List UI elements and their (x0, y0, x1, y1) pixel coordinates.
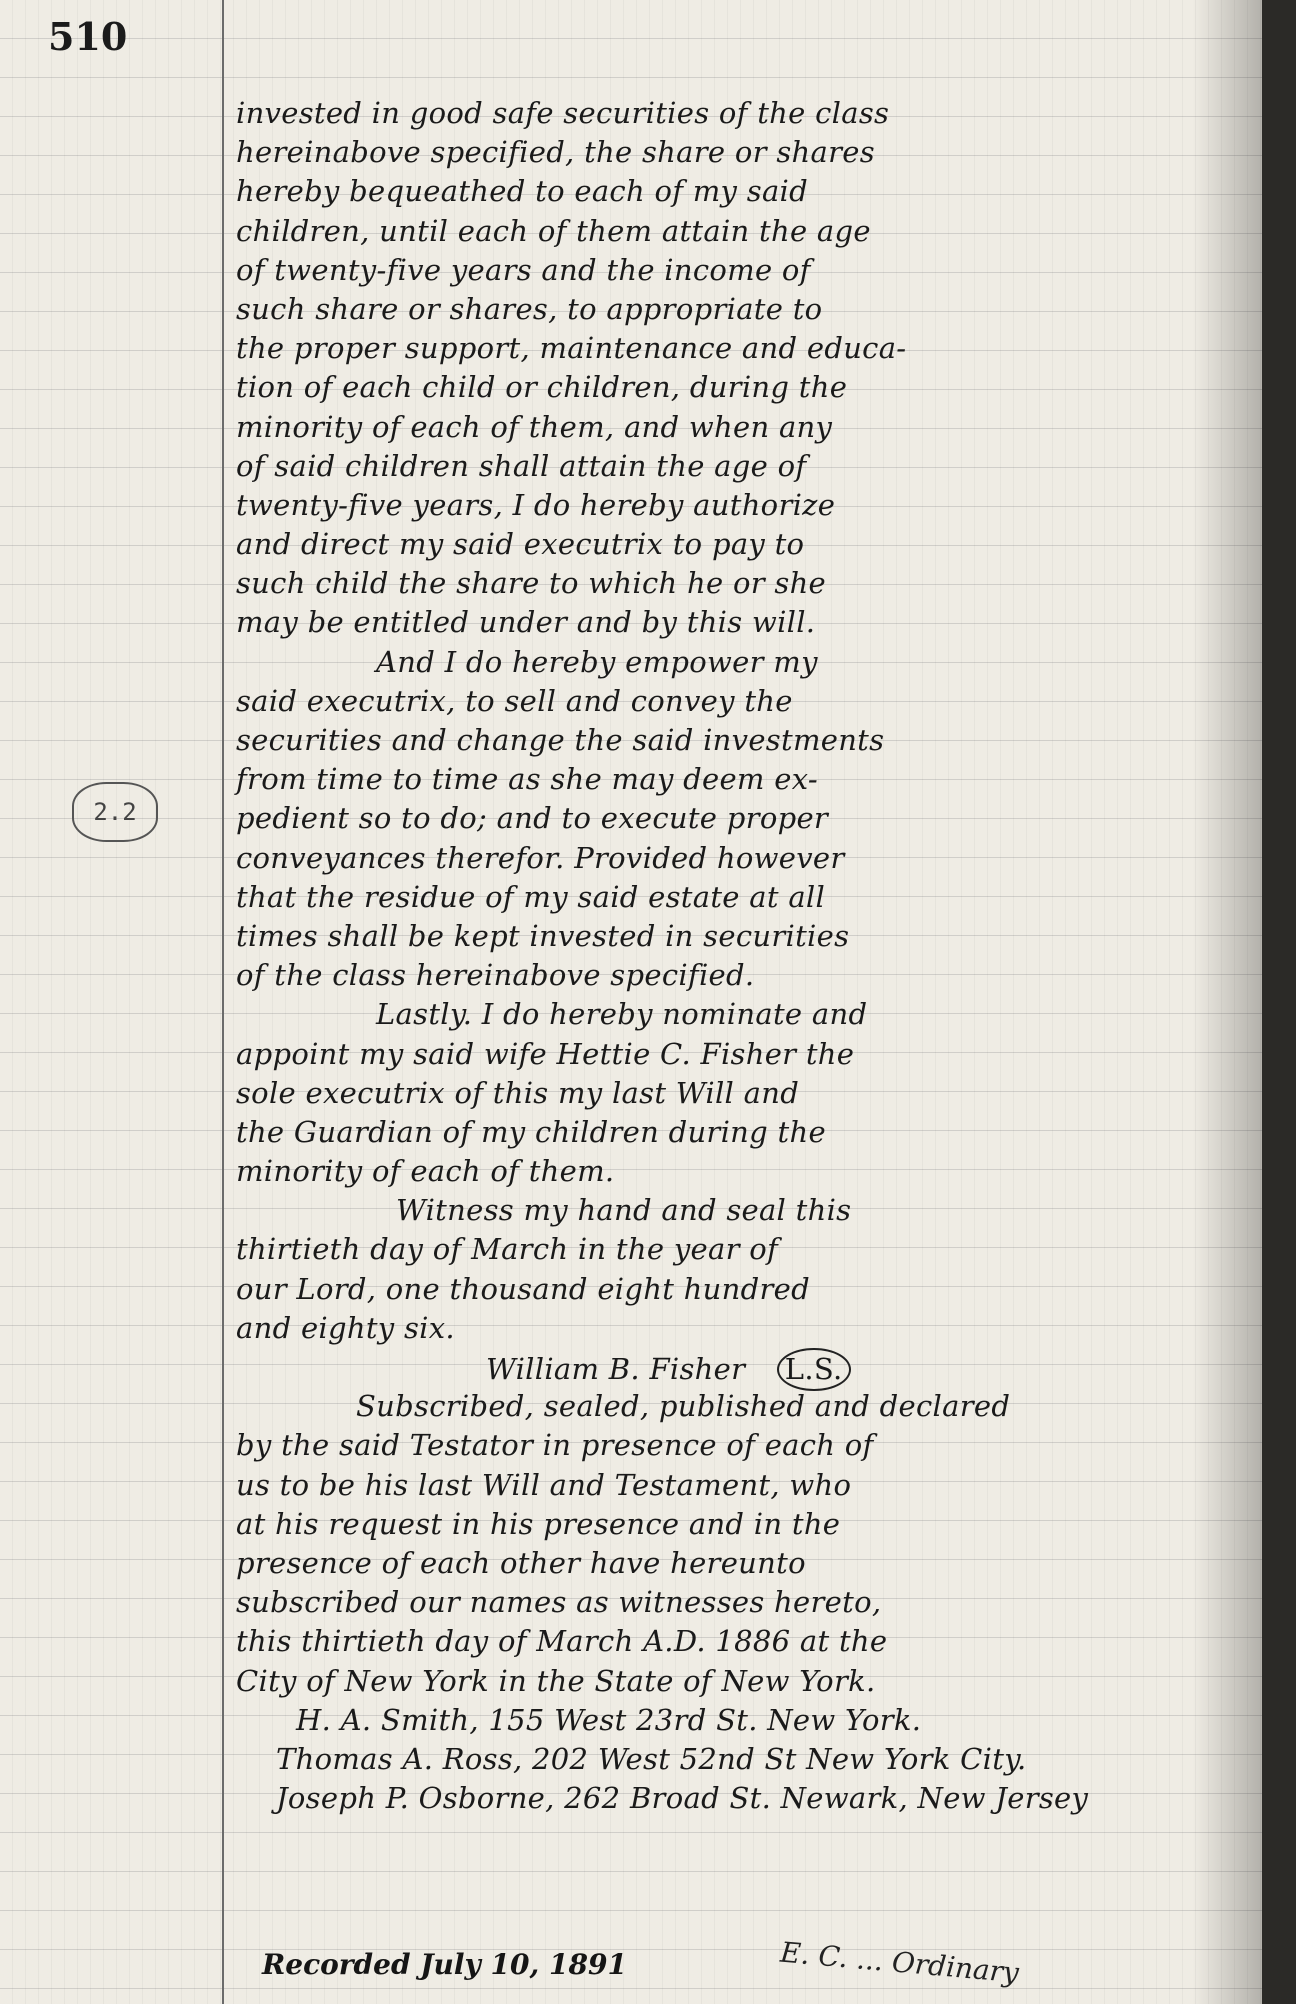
text-line: may be entitled under and by this will. (236, 605, 816, 640)
text-line: tion of each child or children, during the (236, 370, 848, 405)
text-line: such child the share to which he or she (236, 566, 827, 601)
text-line: appoint my said wife Hettie C. Fisher the (236, 1036, 855, 1071)
text-line: Witness my hand and seal this (396, 1193, 852, 1228)
testator-name: William B. Fisher (486, 1352, 746, 1386)
witness-entry: H. A. Smith, 155 West 23rd St. New York. (296, 1702, 922, 1737)
attestation-line: at his request in his presence and in the (236, 1506, 841, 1541)
text-line: of the class hereinabove specified. (236, 958, 755, 993)
text-line: conveyances therefor. Provided however (236, 840, 845, 875)
attestation-line: Subscribed, sealed, published and declared (356, 1389, 1011, 1424)
text-line: twenty-five years, I do hereby authorize (236, 487, 836, 522)
seal-mark: L.S. (777, 1348, 851, 1391)
text-line: from time to time as she may deem ex- (236, 762, 818, 797)
will-text-body (236, 94, 1246, 1818)
text-line: said executrix, to sell and convey the (236, 683, 793, 718)
attestation-line: by the said Testator in presence of each of (236, 1428, 874, 1463)
attestation-line: subscribed our names as witnesses hereto, (236, 1585, 882, 1620)
text-line: the proper support, maintenance and educa- (236, 331, 907, 366)
text-line: minority of each of them. (236, 1154, 615, 1189)
attestation-line: us to be his last Will and Testament, who (236, 1467, 852, 1502)
text-line: pedient so to do; and to execute proper (236, 801, 829, 836)
witness-entry: Thomas A. Ross, 202 West 52nd St New York City. (276, 1741, 1027, 1776)
text-line: securities and change the said investments (236, 723, 885, 757)
witness-entry: Joseph P. Osborne, 262 Broad St. Newark, New Jersey (276, 1781, 1089, 1816)
text-line: and direct my said executrix to pay to (236, 527, 805, 562)
text-line: invested in good safe securities of the class (236, 96, 890, 130)
text-line: hereby bequeathed to each of my said (236, 174, 808, 209)
ordinary-signature: E. C. ... Ordinary (779, 1935, 1021, 1990)
text-line: our Lord, one thousand eight hundred (236, 1271, 810, 1306)
text-line: such share or shares, to appropriate to (236, 291, 823, 326)
text-line: of twenty-five years and the income of (236, 252, 811, 287)
text-line: And I do hereby empower my (376, 644, 818, 679)
text-line: thirtieth day of March in the year of (236, 1232, 779, 1267)
text-line: minority of each of them, and when any (236, 409, 833, 444)
text-line: times shall be kept invested in securities (236, 918, 850, 953)
text-line: hereinabove specified, the share or shares (236, 135, 875, 170)
recorded-date: Recorded July 10, 1891 (262, 1948, 627, 1981)
text-line: that the residue of my said estate at all (236, 879, 826, 914)
text-line: of said children shall attain the age of (236, 448, 807, 483)
page-number: 510 (48, 14, 128, 59)
text-line: the Guardian of my children during the (236, 1114, 826, 1149)
text-line: children, until each of them attain the age (236, 213, 871, 248)
text-line: sole executrix of this my last Will and (236, 1075, 800, 1110)
attestation-line: presence of each other have hereunto (236, 1545, 806, 1580)
attestation-line: this thirtieth day of March A.D. 1886 at the (236, 1624, 888, 1659)
text-line: and eighty six. (236, 1310, 455, 1345)
margin-rule (222, 0, 224, 2004)
testator-signature (236, 1348, 1246, 1387)
attestation-line: City of New York in the State of New York. (236, 1663, 876, 1698)
text-line: Lastly. I do hereby nominate and (376, 997, 868, 1032)
margin-note: 2.2 (72, 782, 158, 842)
